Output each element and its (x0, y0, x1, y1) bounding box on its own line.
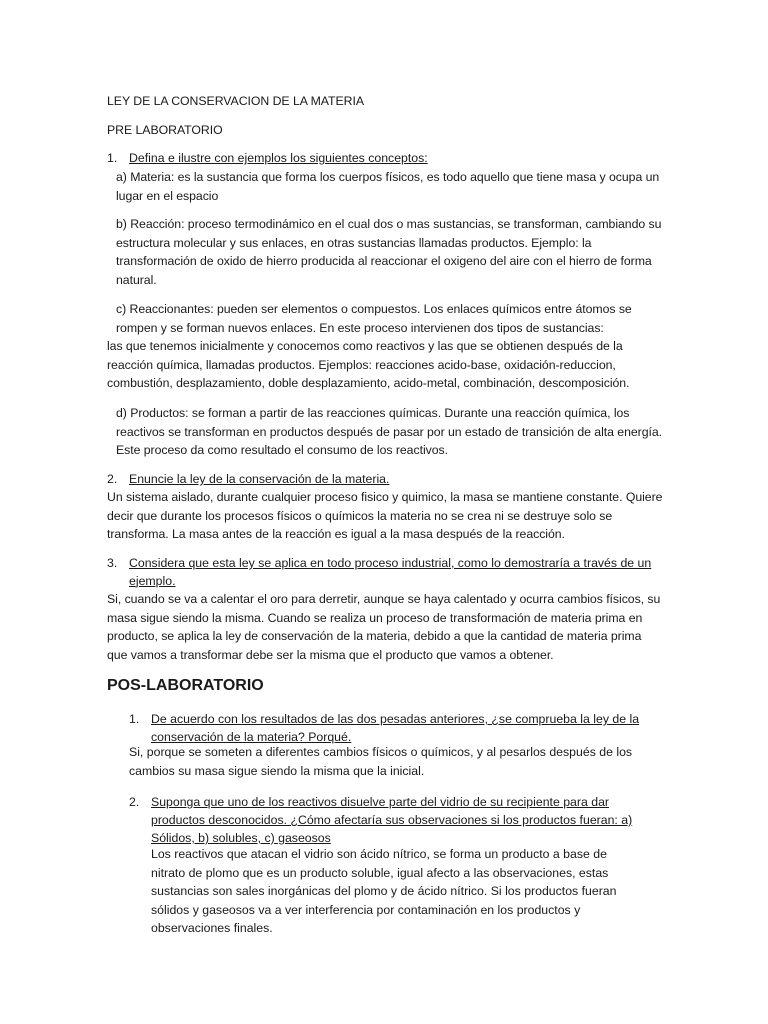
definition-materia: a) Materia: es la sustancia que forma los cuerpos físicos, es todo aquello que tiene masa y ocupa un lugar en el espacio (116, 170, 660, 203)
pre-lab-heading: PRE LABORATORIO (107, 123, 223, 137)
definition-reaccionantes-continued: las que tenemos inicialmente y conocemos como reactivos y las que se obtienen después de la reacción química, llamadas productos. Ejemplos: reacciones acido-base, oxidación-reduccion, combustión, desplazamiento, doble desplazamiento, acido-metal, combinación, descomposición. (107, 339, 630, 390)
post-lab-question-1 (129, 710, 655, 746)
post-lab-question-2 (129, 793, 655, 847)
document-title: LEY DE LA CONSERVACION DE LA MATERIA (107, 94, 364, 108)
pre-lab-question-1 (107, 150, 663, 168)
question-number: 2. (107, 472, 118, 486)
question-text: Considera que esta ley se aplica en todo proceso industrial, como lo demostraría a través de un ejemplo. (129, 556, 652, 588)
question-number: 1. (107, 151, 118, 165)
answer-3: Si, cuando se va a calentar el oro para derretir, aunque se haya calentado y ocurra cambios físicos, su masa sigue siendo la misma. Cuando se realiza un proceso de transformación de materia prima en producto, se aplica la ley de conservación de la materia, debido a que la cantidad de materia prima que vamos a transformar debe ser la misma que el producto que vamos a obtener. (107, 592, 661, 662)
question-number: 2. (129, 795, 140, 809)
post-answer-1: Si, porque se someten a diferentes cambios físicos o químicos, y al pesarlos después de los cambios su masa sigue siendo la misma que la inicial. (129, 745, 633, 778)
definition-reaccionantes: c) Reaccionantes: pueden ser elementos o compuestos. Los enlaces químicos entre átomos se rompen y se forman nuevos enlaces. En este proceso intervienen dos tipos de sustancias: (116, 302, 632, 335)
question-text: De acuerdo con los resultados de las dos pesadas anteriores, ¿se comprueba la ley de la conservación de la materia? Porqué. (151, 712, 640, 744)
question-number: 1. (129, 712, 140, 726)
answer-2: Un sistema aislado, durante cualquier proceso fisico y quimico, la masa se mantiene constante. Quiere decir que durante los procesos físicos o químicos la materia no se crea ni se destruye solo se transforma. La masa antes de la reacción es igual a la masa después de la reacción. (107, 490, 663, 541)
question-text: Enuncie la ley de la conservación de la materia. (129, 472, 390, 486)
definition-reaccion: b) Reacción: proceso termodinámico en el cual dos o mas sustancias, se transforman, cambiando su estructura molecular y sus enlaces, en otras sustancias llamadas productos. Ejemplo: la transformación de oxido de hierro producida al reaccionar el oxigeno del aire con el hierro de forma natural. (116, 217, 662, 287)
question-text: Defina e ilustre con ejemplos los siguientes conceptos: (129, 151, 428, 165)
definition-productos: d) Productos: se forman a partir de las reacciones químicas. Durante una reacción química, los reactivos se transforman en productos después de pasar por un estado de transición de alta energía. Este proceso da como resultado el consumo de los reactivos. (116, 406, 663, 457)
question-text: Suponga que uno de los reactivos disuelve parte del vidrio de su recipiente para dar productos desconocidos. ¿Cómo afectaría sus observaciones si los productos fueran: a) Sólidos, b) solubles, c) gaseosos (151, 795, 633, 845)
pre-lab-question-3 (107, 555, 663, 590)
post-lab-heading: POS-LABORATORIO (107, 677, 264, 694)
pre-lab-question-2 (107, 471, 663, 489)
question-number: 3. (107, 556, 118, 570)
post-answer-2: Los reactivos que atacan el vidrio son ácido nítrico, se forma un producto a base de nitrato de plomo que es un producto soluble, igual afecto a las observaciones, estas sustancias son sales inorgánicas del plomo y de ácido nítrico. Si los productos fueran sólidos y gaseosos va a ver interferencia por contaminación en los productos y observaciones finales. (151, 847, 617, 935)
